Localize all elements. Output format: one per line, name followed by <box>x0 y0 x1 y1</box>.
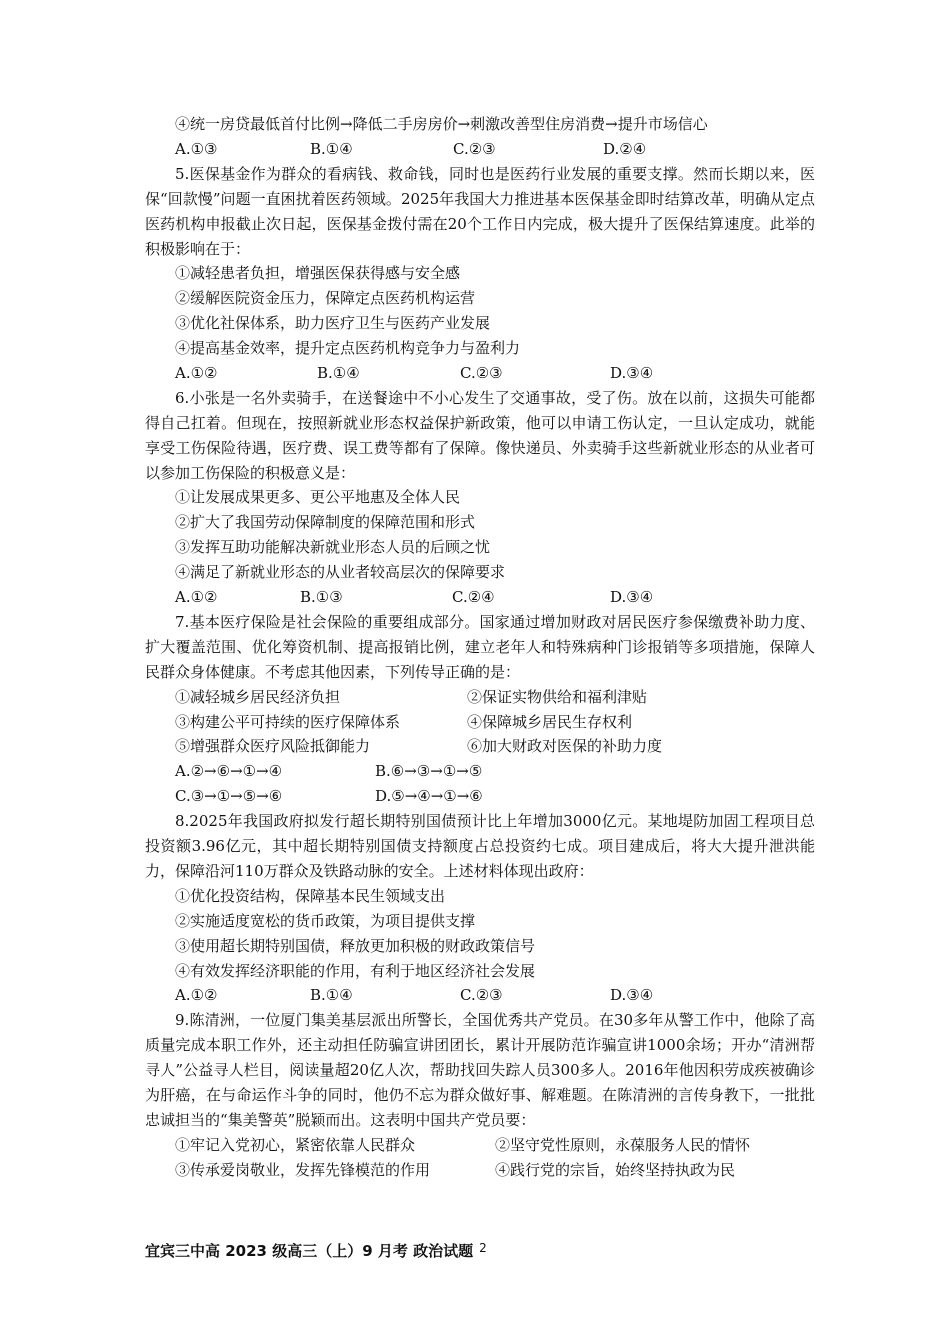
q7-item-4: ④保障城乡居民生存权利 <box>467 712 633 731</box>
footer-title: 宜宾三中高 2023 级高三（上）9 月考 政治试题 <box>145 1242 474 1260</box>
q6-item-1: ①让发展成果更多、更公平地惠及全体人民 <box>175 488 461 507</box>
q9-stem: 9.陈清洲，一位厦门集美基层派出所警长，全国优秀共产党员。在30多年从警工作中，他除了高质量完成本职工作外，还主动担任防骗宣讲团团长，累计开展防范诈骗宣讲1000余场；开办“清洲帮寻人”公益寻人栏目，阅读量超20亿人次，帮助找回失踪人员300多人。2016年他因积劳成疾被确诊为肝癌，在与命运作斗争的同时，他仍不忘为群众做好事、解难题。在陈清洲的言传身教下，一批批忠诚担当的“集美警英”脱颖而出。这表明中国共产党员要： <box>145 1011 815 1129</box>
q4-item-4: ④统一房贷最低首付比例→降低二手房房价→刺激改善型住房消费→提升市场信心 <box>175 115 708 133</box>
q7-option-a: A.②→⑥→①→④ <box>175 762 283 781</box>
q5-option-a: A.①② <box>175 363 218 382</box>
q5-option-d: D.③④ <box>610 363 654 382</box>
q8-item-4: ④有效发挥经济职能的作用，有利于地区经济社会发展 <box>175 961 536 980</box>
q7-item-1: ①减轻城乡居民经济负担 <box>175 687 341 706</box>
q6-options <box>145 585 815 610</box>
q8-item-2: ②实施适度宽松的货币政策，为项目提供支撑 <box>175 911 476 930</box>
q5-option-c: C.②③ <box>460 363 503 382</box>
q7-item-6: ⑥加大财政对医保的补助力度 <box>467 737 663 756</box>
q8-option-a: A.①② <box>175 986 218 1005</box>
q8-item-1: ①优化投资结构，保障基本民生领域支出 <box>175 886 446 905</box>
q6-option-b: B.①③ <box>300 588 343 607</box>
q7-items-row-3 <box>145 734 815 759</box>
q7-stem: 7.基本医疗保险是社会保险的重要组成部分。国家通过增加财政对居民医疗参保缴费补助力度、扩大覆盖范围、优化筹资机制、提高报销比例，建立老年人和特殊病种门诊报销等多项措施，保障人民群众身体健康。不考虑其他因素，下列传导正确的是： <box>145 612 815 681</box>
q7-option-c: C.③→①→⑤→⑥ <box>175 787 283 806</box>
page-number: 2 <box>479 1241 487 1255</box>
q9-item-1: ①牢记入党初心，紧密依靠人民群众 <box>175 1135 416 1154</box>
q7-item-2: ②保证实物供给和福利津贴 <box>467 687 648 706</box>
q6-item-2: ②扩大了我国劳动保障制度的保障范围和形式 <box>175 513 476 532</box>
page-content <box>145 112 815 1183</box>
q8-option-d: D.③④ <box>610 986 654 1005</box>
q8-stem: 8.2025年我国政府拟发行超长期特别国债预计比上年增加3000亿元。某地堤防加固工程项目总投资额3.96亿元，其中超长期特别国债支持额度占总投资约七成。项目建成后，将大大提升泄洪能力，保障沿河110万群众及铁路动脉的安全。上述材料体现出政府： <box>145 812 815 880</box>
q6-option-c: C.②④ <box>452 588 495 607</box>
q7-option-d: D.⑤→④→①→⑥ <box>375 787 483 806</box>
q5-item-1: ①减轻患者负担，增强医保获得感与安全感 <box>175 264 461 283</box>
q9-item-4: ④践行党的宗旨，始终坚持执政为民 <box>495 1160 736 1179</box>
q7-item-3: ③构建公平可持续的医疗保障体系 <box>175 712 401 731</box>
q5-option-b: B.①④ <box>317 363 360 382</box>
q9-items-row-1 <box>145 1133 815 1158</box>
q4-option-c: C.②③ <box>453 139 496 158</box>
q8-item-3: ③使用超长期特别国债，释放更加积极的财政政策信号 <box>175 936 536 955</box>
q5-item-4: ④提高基金效率，提升定点医药机构竞争力与盈利力 <box>175 339 521 358</box>
q4-option-b: B.①④ <box>310 139 353 158</box>
q9-item-2: ②坚守党性原则，永葆服务人民的情怀 <box>495 1135 751 1154</box>
q8-option-c: C.②③ <box>460 986 503 1005</box>
q8-options <box>145 983 815 1008</box>
q5-stem: 5.医保基金作为群众的看病钱、救命钱，同时也是医药行业发展的重要支撑。然而长期以来，医保“回款慢”问题一直困扰着医药领域。2025年我国大力推进基本医保基金即时结算改革，明确从定点医药机构申报截止次日起，医保基金拨付需在20个工作日内完成，极大提升了医保结算速度。此举的积极影响在于： <box>145 164 815 258</box>
q6-item-3: ③发挥互助功能解决新就业形态人员的后顾之忧 <box>175 538 491 557</box>
page-footer <box>145 1240 487 1261</box>
q6-stem: 6.小张是一名外卖骑手，在送餐途中不小心发生了交通事故，受了伤。放在以前，这损失可能都得自己扛着。但现在，按照新就业形态权益保护新政策，他可以申请工伤认定，一旦认定成功，就能享受工伤保险待遇，医疗费、误工费等都有了保障。像快递员、外卖骑手这些新就业形态的从业者可以参加工伤保险的积极意义是： <box>145 388 815 482</box>
q5-options <box>145 361 815 386</box>
q7-items-row-1 <box>145 685 815 710</box>
q6-item-4: ④满足了新就业形态的从业者较高层次的保障要求 <box>175 563 506 582</box>
q5-item-2: ②缓解医院资金压力，保障定点医药机构运营 <box>175 289 476 308</box>
q6-option-d: D.③④ <box>610 588 654 607</box>
q9-item-3: ③传承爱岗敬业，发挥先锋模范的作用 <box>175 1160 431 1179</box>
q4-option-a: A.①③ <box>175 139 218 158</box>
q7-options-row-2 <box>145 784 815 809</box>
q4-options <box>145 137 815 162</box>
q8-option-b: B.①④ <box>310 986 353 1005</box>
q7-item-5: ⑤增强群众医疗风险抵御能力 <box>175 737 371 756</box>
q7-items-row-2 <box>145 710 815 735</box>
q9-items-row-2 <box>145 1158 815 1183</box>
q7-options-row-1 <box>145 759 815 784</box>
q7-option-b: B.⑥→③→①→⑤ <box>375 762 483 781</box>
q4-option-d: D.②④ <box>603 139 647 158</box>
q6-option-a: A.①② <box>175 588 218 607</box>
q5-item-3: ③优化社保体系，助力医疗卫生与医药产业发展 <box>175 314 491 333</box>
